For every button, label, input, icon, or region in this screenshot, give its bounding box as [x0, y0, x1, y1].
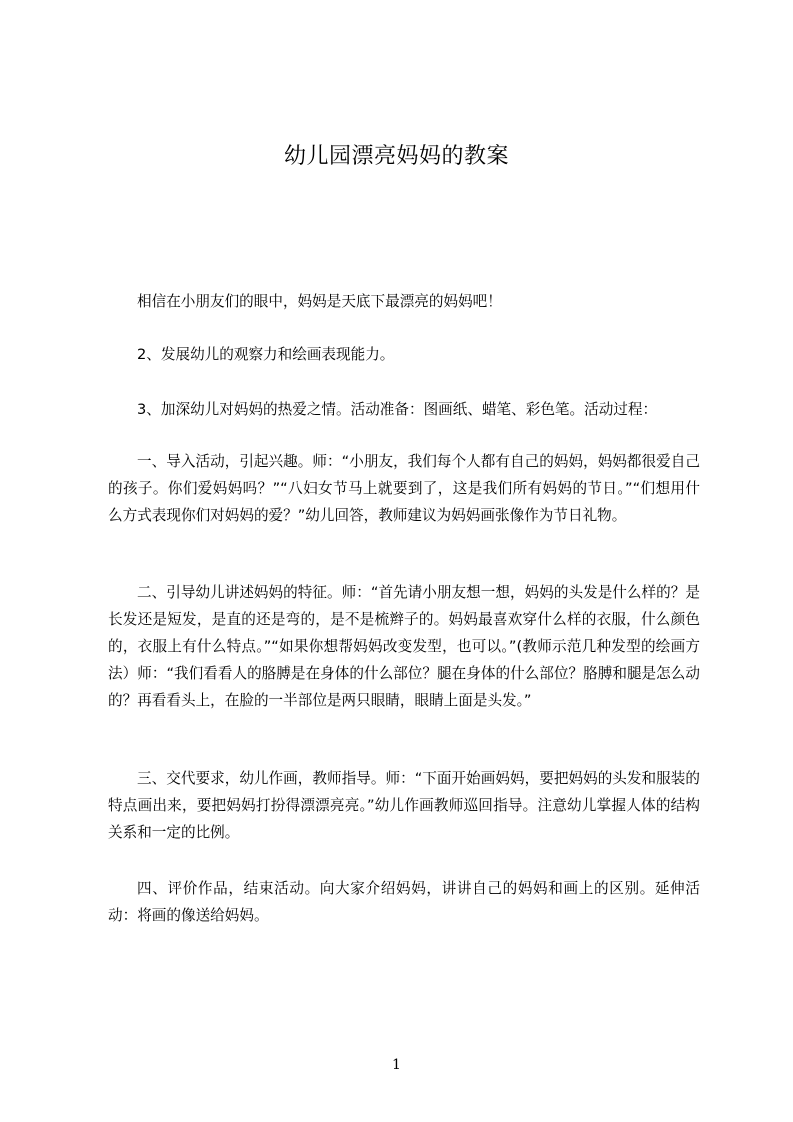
page-number: 1 [392, 1057, 401, 1073]
paragraph-intro: 相信在小朋友们的眼中，妈妈是天底下最漂亮的妈妈吧！ [137, 293, 502, 310]
paragraph-step-2: 二、引导幼儿讲述妈妈的特征。师：“首先请小朋友想一想，妈妈的头发是什么样的？是长发还是短发，是直的还是弯的，是不是梳辫子的。妈妈最喜欢穿什么样的衣服，什么颜色的，衣服上有什么特点。”“如果你想帮妈妈改变发型，也可以。”(教师示范几种发型的绘画方法）师：“我们看看人的胳膊是在身体的什么部位？腿在身体的什么部位？胳膊和腿是怎么动的？再看看头上，在脸的一半部位是两只眼睛，眼睛上面是头发。” [108, 584, 700, 709]
paragraph-step-1: 一、导入活动，引起兴趣。师：“小朋友，我们每个人都有自己的妈妈，妈妈都很爱自己的孩子。你们爱妈妈吗？”“八妇女节马上就要到了，这是我们所有妈妈的节日。”“们想用什么方式表现你们对妈妈的爱？”幼儿回答，教师建议为妈妈画张像作为节日礼物。 [108, 453, 700, 524]
paragraph-step-4: 四、评价作品，结束活动。向大家介绍妈妈，讲讲自己的妈妈和画上的区别。延伸活动：将画的像送给妈妈。 [108, 880, 700, 924]
paragraph-goal-2: 2、发展幼儿的观察力和绘画表现能力。 [137, 346, 395, 363]
paragraph-goal-3: 3、加深幼儿对妈妈的热爱之情。活动准备：图画纸、蜡笔、彩色笔。活动过程： [137, 401, 658, 418]
document-title: 幼儿园漂亮妈妈的教案 [283, 144, 509, 169]
paragraph-step-3: 三、交代要求，幼儿作画，教师指导。师：“下面开始画妈妈，要把妈妈的头发和服装的特点画出来，要把妈妈打扮得漂漂亮亮。”幼儿作画教师巡回指导。注意幼儿掌握人体的结构关系和一定的比例。 [108, 770, 700, 841]
